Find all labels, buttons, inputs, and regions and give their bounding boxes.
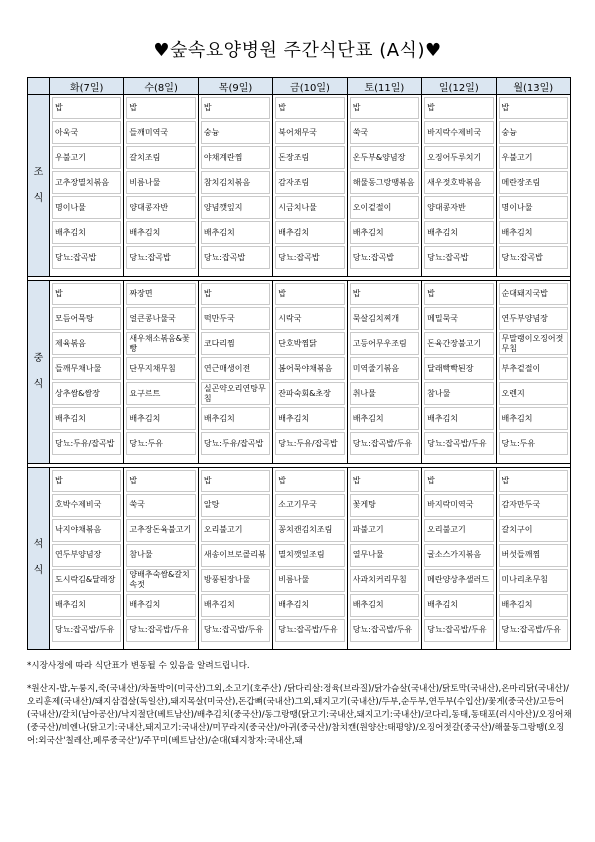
dish-item: 밥 [201,97,270,119]
dish-item: 온두부&양념장 [350,146,419,169]
dish-item: 배추김치 [201,594,270,617]
dish-list [424,283,493,457]
dish-item: 연근매생이전 [201,357,270,380]
dish-item: 당뇨:잡곡밥/두유 [275,619,344,642]
dish-item: 버섯들깨찜 [499,544,568,567]
dish-item: 밥 [350,283,419,305]
dish-item: 굴소스가지볶음 [424,544,493,567]
day-header: 목(9일) [198,78,272,95]
day-menu-cell [347,95,421,277]
dish-item: 단무지채무침 [126,357,195,380]
day-menu-cell [496,281,570,463]
dish-item: 배추김치 [499,221,568,244]
dish-list [350,470,419,644]
notice-text: *시장사정에 따라 식단표가 변동될 수 있음을 알려드립니다. [27,661,250,671]
dish-item: 당뇨:잡곡밥/두유 [350,619,419,642]
dish-item: 밥 [275,97,344,119]
dish-item: 당뇨:잡곡밥/두유 [424,619,493,642]
dish-item: 알탕 [201,494,270,517]
dish-item: 메란장조림 [499,171,568,194]
dish-item: 양대콩자반 [424,196,493,219]
day-menu-cell [422,281,496,463]
day-header: 토(11일) [347,78,421,95]
dish-item: 떡만두국 [201,307,270,330]
page-title: ♥숲속요양병원 주간식단표 (A식)♥ [153,40,442,61]
breakfast-row [28,95,571,277]
dish-item: 배추김치 [275,594,344,617]
dish-item: 밥 [499,470,568,492]
dish-item: 메란양상추샐러드 [424,569,493,592]
day-menu-cell [124,467,198,649]
dish-item: 밥 [126,97,195,119]
dish-item: 오징어두루치기 [424,146,493,169]
dish-item: 감자조림 [275,171,344,194]
day-menu-cell [273,95,347,277]
day-header-row [28,78,571,95]
dish-item: 돈장조림 [275,146,344,169]
dish-item: 비름나물 [275,569,344,592]
dish-list [52,97,121,271]
dish-item: 밥 [424,283,493,305]
day-menu-cell [50,95,124,277]
dish-item: 갈치구이 [499,519,568,542]
dish-item: 당뇨:잡곡밥 [52,246,121,269]
dish-item: 명이나물 [52,196,121,219]
dish-item: 배추김치 [275,407,344,430]
dish-item: 밥 [201,470,270,492]
dish-item: 꽃게탕 [350,494,419,517]
dish-item: 당뇨:잡곡밥 [275,246,344,269]
header-corner [28,78,50,95]
dish-item: 들깨미역국 [126,121,195,144]
dish-item: 당뇨:잡곡밥 [350,246,419,269]
dish-item: 얼큰콩나물국 [126,307,195,330]
dish-item: 당뇨:잡곡밥/두유 [201,619,270,642]
dish-item: 배추김치 [52,594,121,617]
meal-label-char: 조 [33,166,44,178]
dish-item: 실곤약오리연탕무침 [201,382,270,405]
dish-item: 열무나물 [350,544,419,567]
dish-item: 당뇨:잡곡밥/두유 [126,619,195,642]
dish-item: 고등어무우조림 [350,332,419,355]
dish-item: 모듬어묵탕 [52,307,121,330]
dish-item: 아욱국 [52,121,121,144]
meal-label-char: 석 [33,539,44,551]
weekly-menu-table [27,77,571,650]
dish-list [126,97,195,271]
dish-item: 오리불고기 [201,519,270,542]
dish-item: 명이나물 [499,196,568,219]
dish-item: 밥 [275,283,344,305]
day-menu-cell [124,95,198,277]
dish-item: 밥 [52,470,121,492]
day-header: 화(7일) [50,78,124,95]
dish-list [201,283,270,457]
day-menu-cell [422,95,496,277]
dish-item: 오리불고기 [424,519,493,542]
dish-item: 배추김치 [350,407,419,430]
dish-item: 밥 [424,470,493,492]
dish-item: 봄어묵야채볶음 [275,357,344,380]
dish-item: 밥 [350,97,419,119]
lunch-row [28,281,571,463]
dish-item: 배추김치 [424,407,493,430]
dish-item: 참나물 [424,382,493,405]
dish-list [275,283,344,457]
dish-item: 밥 [424,97,493,119]
dish-item: 당뇨:잡곡밥 [499,246,568,269]
dish-item: 당뇨:잡곡밥/두유 [424,432,493,455]
dish-item: 미역줄기볶음 [350,357,419,380]
meal-label-char: 식 [33,378,44,390]
dish-item: 밥 [350,470,419,492]
dish-item: 우불고기 [52,146,121,169]
dinner-label [28,467,50,649]
dish-item: 양배추숙쌈&갈치속젓 [126,569,195,592]
dish-list [499,97,568,271]
dish-item: 배추김치 [201,221,270,244]
dinner-row [28,467,571,649]
dish-item: 당뇨:두유 [126,432,195,455]
dish-list [499,283,568,457]
dish-item: 순대돼지국밥 [499,283,568,305]
dish-list [52,470,121,644]
dish-item: 야채계란찜 [201,146,270,169]
dish-item: 제육볶음 [52,332,121,355]
dish-item: 숭늉 [201,121,270,144]
dish-item: 양념깻잎지 [201,196,270,219]
meal-label-char: 식 [33,192,44,204]
dish-item: 배추김치 [52,221,121,244]
dish-item: 달래빡빡된장 [424,357,493,380]
dish-item: 우불고기 [499,146,568,169]
dish-item: 쑥국 [126,494,195,517]
dish-list [350,97,419,271]
day-menu-cell [198,467,272,649]
breakfast-label [28,95,50,277]
dish-list [499,470,568,644]
dish-item: 밥 [275,470,344,492]
dish-item: 연두부양념장 [52,544,121,567]
dish-item: 바지락수제비국 [424,121,493,144]
day-header: 일(12일) [422,78,496,95]
dish-item: 당뇨:잡곡밥/두유 [499,619,568,642]
dish-item: 시금치나물 [275,196,344,219]
dish-item: 당뇨:잡곡밥 [424,246,493,269]
dish-list [275,470,344,644]
dish-item: 밥 [52,283,121,305]
meal-label-char: 식 [33,565,44,577]
dish-item: 파불고기 [350,519,419,542]
dish-item: 배추김치 [350,221,419,244]
dish-item: 미나리초무침 [499,569,568,592]
dish-item: 배추김치 [126,407,195,430]
dish-item: 소고기무국 [275,494,344,517]
dish-item: 잔파숙회&초장 [275,382,344,405]
dish-item: 밥 [499,97,568,119]
dish-item: 당뇨:잡곡밥/두유 [52,619,121,642]
day-menu-cell [273,467,347,649]
dish-item: 멸치깻잎조림 [275,544,344,567]
origin-text: *원산지-밥,누룽지,죽(국내산)/차돌박이(미국산)그외,소고기(호주산) /닭다리살:정육(브라질)/닭가슴살(국내산)/닭토막(국내산),온마리닭(국내산)/오리훈제(국내산)/돼지삼겹살(독일산),돼지목살(미국산),돈갑뼈(국내산)그외,돼지고기(국내산)/두부,순두부,연두부(수입산)/꽃게(중국산)/고등어(국내산)/갈치(남아공산)/낙지절단(베트남산)/배추김치(중국산)/동그랑땡(닭고기:국내산,돼지고기:국내산)/코다리,동태,동태포(러시아산)/오징어채(중국산)/비엔나(닭고기:국내산,돼지고기:국내산)/미꾸라지(중국산)/아귀(중국산)/참치캔(원양산:태평양)/오징어젓갈(중국산)/해물동그랑땡(오징어:외국산'칠레산,페루중국산')/주꾸미(베트남산)/순대(돼지창자:국내산,돼 [27,684,572,746]
day-menu-cell [422,467,496,649]
dish-item: 해물동그랑땡볶음 [350,171,419,194]
dish-item: 배추김치 [126,221,195,244]
dish-item: 꽁치캔김치조림 [275,519,344,542]
dish-item: 갈치조림 [126,146,195,169]
dish-list [126,283,195,457]
dish-item: 밥 [201,283,270,305]
dish-item: 메밀묵국 [424,307,493,330]
dish-item: 배추김치 [499,594,568,617]
dish-item: 돈육간장불고기 [424,332,493,355]
day-menu-cell [50,281,124,463]
dish-item: 밥 [52,97,121,119]
dish-item: 바지락미역국 [424,494,493,517]
dish-item: 배추김치 [499,407,568,430]
day-menu-cell [50,467,124,649]
dish-item: 당뇨:두유/잡곡밥 [52,432,121,455]
dish-item: 배추김치 [126,594,195,617]
dish-item: 배추김치 [275,221,344,244]
day-header: 월(13일) [496,78,570,95]
dish-item: 밥 [126,470,195,492]
dish-item: 당뇨:두유/잡곡밥 [201,432,270,455]
dish-item: 당뇨:두유/잡곡밥 [275,432,344,455]
dish-item: 요구르트 [126,382,195,405]
dish-item: 취나물 [350,382,419,405]
dish-item: 숭늉 [499,121,568,144]
dish-item: 양대콩자반 [126,196,195,219]
day-header: 금(10일) [273,78,347,95]
dish-item: 묵살김치찌개 [350,307,419,330]
dish-item: 북어채무국 [275,121,344,144]
dish-item: 배추김치 [201,407,270,430]
day-menu-cell [124,281,198,463]
dish-item: 사과치커리무침 [350,569,419,592]
day-menu-cell [496,467,570,649]
day-menu-cell [198,95,272,277]
dish-list [275,97,344,271]
dish-list [201,97,270,271]
dish-item: 비름나물 [126,171,195,194]
day-menu-cell [496,95,570,277]
dish-item: 오이겉절이 [350,196,419,219]
dish-item: 들깨무채나물 [52,357,121,380]
dish-item: 코다리찜 [201,332,270,355]
dish-item: 새송이브로콜리볶 [201,544,270,567]
dish-item: 짜장면 [126,283,195,305]
dish-list [201,470,270,644]
dish-item: 당뇨:잡곡밥 [126,246,195,269]
dish-item: 당뇨:잡곡밥 [201,246,270,269]
dish-item: 당뇨:두유 [499,432,568,455]
dish-list [126,470,195,644]
dish-item: 오렌지 [499,382,568,405]
dish-item: 무말랭이오징어젓무침 [499,332,568,355]
dish-item: 단호박찜닭 [275,332,344,355]
lunch-label [28,281,50,463]
dish-item: 감자만두국 [499,494,568,517]
day-menu-cell [273,281,347,463]
dish-item: 고추장돈육불고기 [126,519,195,542]
dish-item: 방풍된장나물 [201,569,270,592]
dish-item: 시락국 [275,307,344,330]
dish-item: 도시락김&달래장 [52,569,121,592]
dish-list [350,283,419,457]
dish-item: 배추김치 [424,221,493,244]
dish-item: 배추김치 [350,594,419,617]
dish-item: 부추겉절이 [499,357,568,380]
day-menu-cell [347,467,421,649]
dish-item: 호박수제비국 [52,494,121,517]
dish-item: 참치김치볶음 [201,171,270,194]
dish-item: 새우채소볶음&꽃빵 [126,332,195,355]
day-menu-cell [198,281,272,463]
dish-item: 상추쌈&쌈장 [52,382,121,405]
dish-item: 참나물 [126,544,195,567]
dish-item: 새우젓호박볶음 [424,171,493,194]
day-header: 수(8일) [124,78,198,95]
dish-item: 고추장멸치볶음 [52,171,121,194]
dish-item: 배추김치 [52,407,121,430]
dish-item: 쑥국 [350,121,419,144]
dish-item: 배추김치 [424,594,493,617]
dish-item: 연두부양념장 [499,307,568,330]
meal-label-char: 중 [33,352,44,364]
day-menu-cell [347,281,421,463]
dish-item: 당뇨:잡곡밥/두유 [350,432,419,455]
dish-item: 낙지야채볶음 [52,519,121,542]
dish-list [424,470,493,644]
dish-list [424,97,493,271]
dish-list [52,283,121,457]
